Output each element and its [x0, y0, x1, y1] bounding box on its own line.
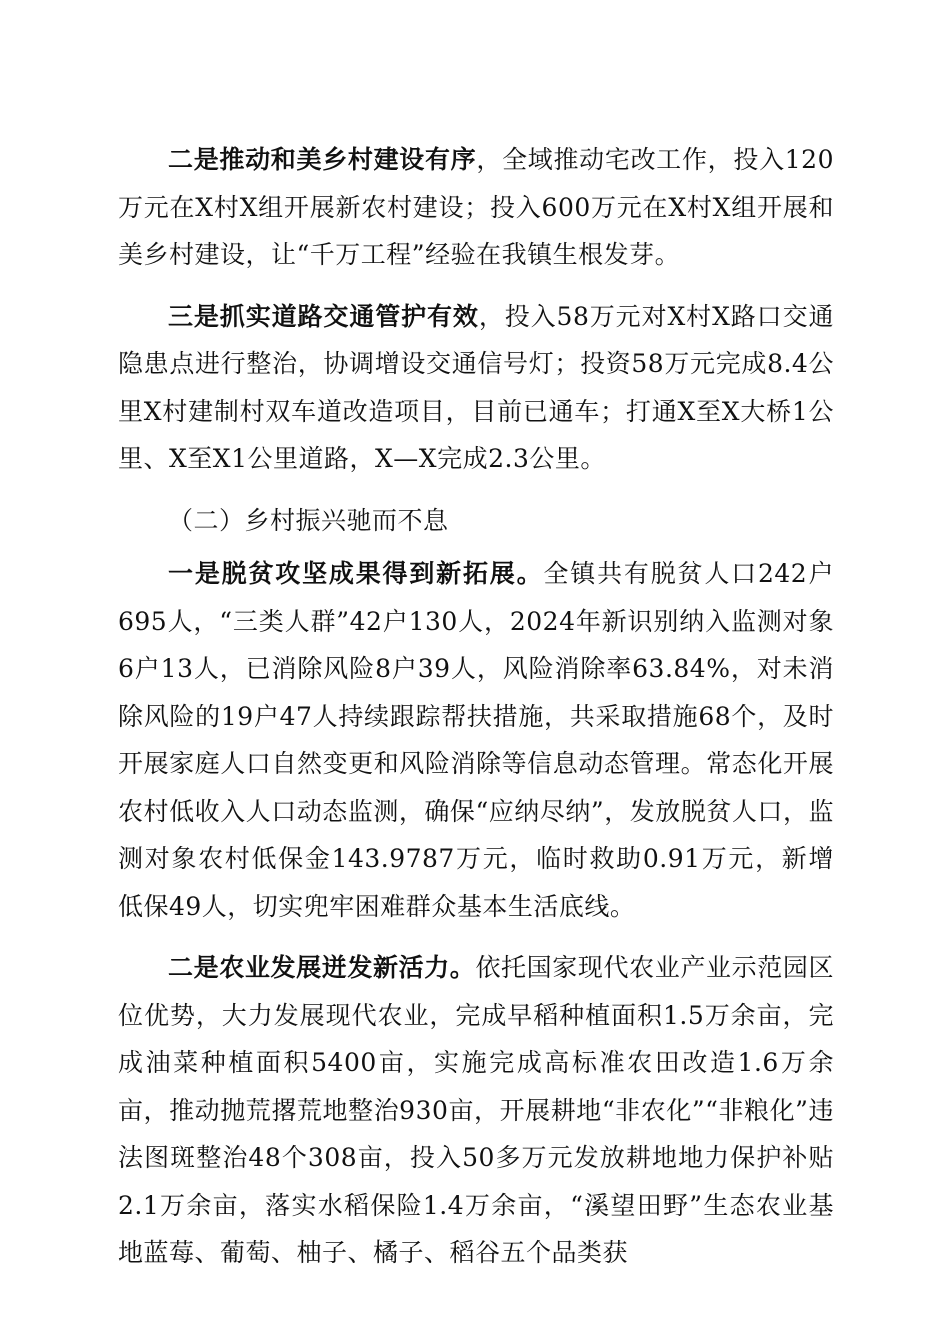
section-heading-text: （二）乡村振兴驰而不息 [168, 505, 449, 535]
paragraph-text: ，全域推动宅改工作，投入120万元在X村X组开展新农村建设；投入600万元在X村X组开展和美乡村建设，让“千万工程”经验在我镇生根发芽。 [118, 145, 834, 269]
document-body [118, 136, 834, 1291]
paragraph-lead: 一是脱贫攻坚成果得到新拓展。 [168, 559, 544, 588]
paragraph-agriculture [118, 944, 834, 1277]
paragraph-road-traffic [118, 293, 834, 483]
paragraph-text: 依托国家现代农业产业示范园区位优势，大力发展现代农业，完成早稻种植面积1.5万余亩，完成油菜种植面积5400亩，实施完成高标准农田改造1.6万余亩，推动抛荒撂荒地整治930亩，开展耕地“非农化”“非粮化”违法图斑整治48个308亩，投入50多万元发放耕地地力保护补贴2.1万余亩，落实水稻保险1.4万余亩，“溪望田野”生态农业基地蓝莓、葡萄、柚子、橘子、稻谷五个品类获 [118, 953, 834, 1267]
paragraph-lead: 三是抓实道路交通管护有效 [168, 301, 479, 331]
paragraph-text: 全镇共有脱贫人口242户695人，“三类人群”42户130人，2024年新识别纳入监测对象6户13人，已消除风险8户39人，风险消除率63.84%，对未消除风险的19户47人持续跟踪帮扶措施，共采取措施68个，及时开展家庭人口自然变更和风险消除等信息动态管理。常态化开展农村低收入人口动态监测，确保“应纳尽纳”，发放脱贫人口，监测对象农村低保金143.9787万元，临时救助0.91万元，新增低保49人，切实兜牢困难群众基本生活底线。 [118, 559, 834, 921]
paragraph-poverty-alleviation [118, 550, 834, 930]
paragraph-rural-construction [118, 136, 834, 279]
paragraph-lead: 二是农业发展迸发新活力。 [168, 953, 476, 982]
paragraph-text: ，投入58万元对X村X路口交通隐患点进行整治，协调增设交通信号灯；投资58万元完成8.4公里X村建制村双车道改造项目，目前已通车；打通X至X大桥1公里、X至X1公里道路，X—X完成2.3公里。 [118, 301, 834, 473]
section-heading-rural-revitalization [118, 497, 834, 545]
paragraph-lead: 二是推动和美乡村建设有序 [168, 145, 477, 174]
